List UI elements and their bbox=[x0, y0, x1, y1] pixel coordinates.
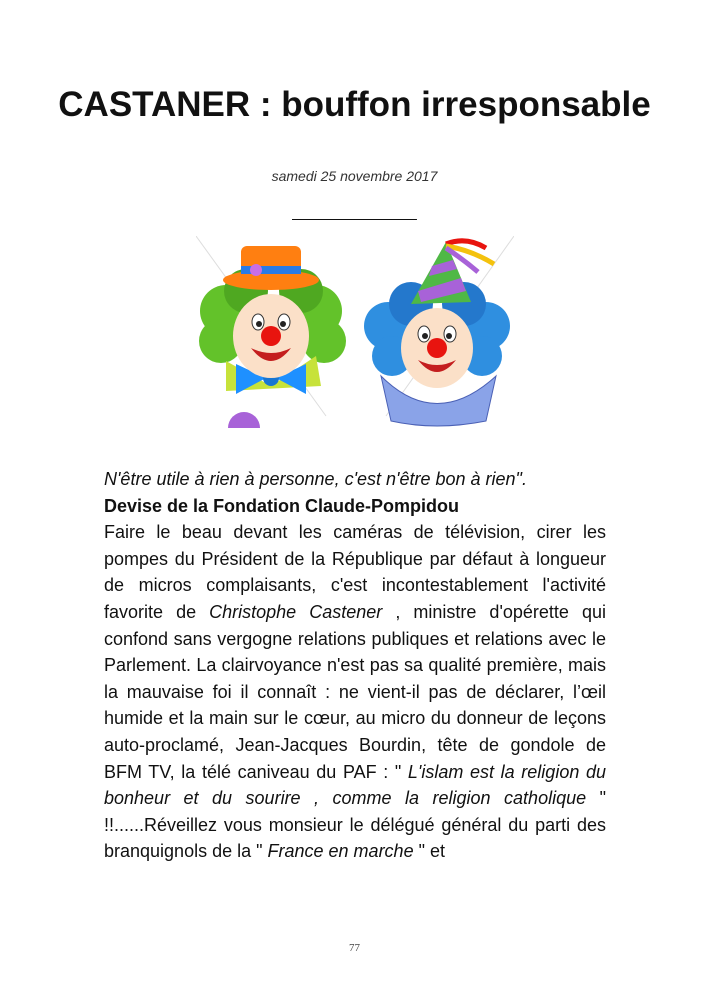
article-title: CASTANER : bouffon irresponsable bbox=[58, 85, 651, 124]
quoted-statement: L'islam est la religion du bonheur et du sourire , comme la religion catholique bbox=[104, 761, 606, 809]
green-haired-clown-icon bbox=[199, 246, 346, 394]
paragraph-text-2: , ministre d'opérette qui confond sans vergogne relations publiques et relations avec le Parlement. La clairvoyance n'est pas sa qualité première, mais la mauvaise foi il connaît : ne vient-il pas de déclarer, l’œil humide et la main sur le cœur, au micro du donneur de leçons auto-proclamé, Jean-Jacques Bourdin, tête de gondole de BFM TV, la télé caniveau du PAF : " bbox=[104, 601, 606, 782]
article-paragraph bbox=[104, 519, 606, 865]
blue-haired-clown-icon bbox=[364, 241, 510, 426]
paragraph-text-4: " et bbox=[413, 841, 445, 862]
article-date: samedi 25 novembre 2017 bbox=[271, 168, 438, 184]
page-number: 77 bbox=[349, 942, 360, 954]
epigraph-quote: N'être utile à rien à personne, c'est n'être bon à rien". bbox=[104, 469, 527, 489]
clowns-illustration bbox=[196, 236, 514, 428]
party-name: France en marche bbox=[267, 841, 414, 862]
separator-line: ______________ bbox=[292, 204, 417, 221]
article-body bbox=[104, 466, 606, 865]
paragraph-text-1: Faire le beau devant les caméras de télévision, cirer les pompes du Président de la République par défaut à longueur de micros complaisants, c'est incontestablement l'activité favorite de bbox=[104, 522, 606, 622]
epigraph-source: Devise de la Fondation Claude-Pompidou bbox=[104, 495, 460, 516]
paragraph-text-3: " !!......Réveillez vous monsieur le délégué général du parti des branquignols de la " bbox=[104, 788, 606, 862]
minister-name: Christophe Castener bbox=[209, 601, 383, 622]
